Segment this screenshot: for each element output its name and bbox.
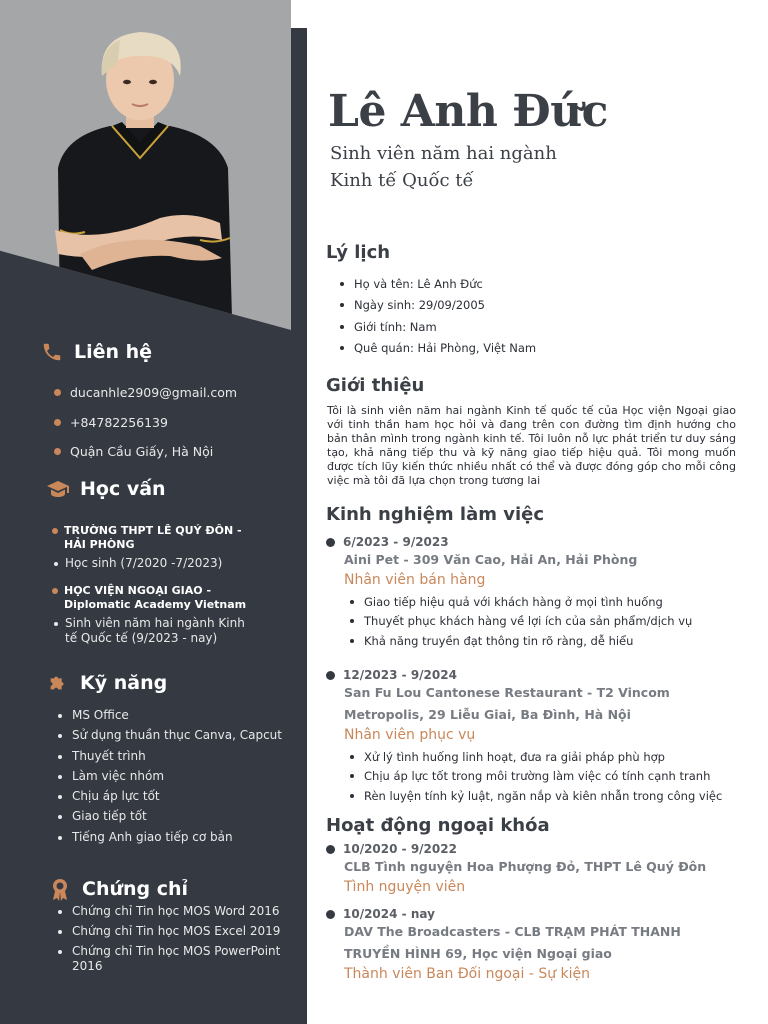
contact-address: Quận Cầu Giấy, Hà Nội — [54, 437, 237, 467]
activity-org: CLB Tình nguyện Hoa Phượng Đỏ, THPT Lê Quý Đôn — [344, 859, 707, 874]
contact-email[interactable]: ducanhle2909@gmail.com — [54, 378, 237, 408]
job-role: Nhân viên phục vụ — [344, 727, 476, 743]
skill-item: MS Office — [58, 708, 282, 728]
timeline-dot — [326, 910, 335, 919]
contact-title: Liên hệ — [74, 341, 153, 363]
job-entry — [326, 668, 746, 806]
sidebar-notch — [291, 0, 307, 28]
school-name: HỌC VIỆN NGOẠI GIAO - — [64, 584, 212, 597]
profile-item: Ngày sinh: 29/09/2005 — [340, 295, 536, 317]
skills-list — [58, 708, 282, 850]
school-detail: Sinh viên năm hai ngành Kinh — [65, 616, 245, 630]
intro-text: Tôi là sinh viên năm hai ngành Kinh tế quốc tế của Học viện Ngoại giao với tinh thần ham học hỏi và đang trên con đường tìm định hướng cho bản thân mình trong ngành kinh tế. Tôi luôn nỗ lực phát triển tư duy sáng tạo, khả năng tiếp thu và kỹ năng giao tiếp hiệu quả. Tôi mong muốn được tích lũy kiến thức nhiều nhất có thể và được đóng góp cho mỗi công việc mà tôi đã lựa chọn trong tương lai — [327, 404, 736, 487]
timeline-dot — [326, 845, 335, 854]
job-duties: Giao tiếp hiệu quả với khách hàng ở mọi tình huống Thuyết phục khách hàng về lợi ích của sản phẩm/dịch vụ Khả năng truyền đạt thông tin rõ ràng, dễ hiểu — [350, 592, 746, 651]
activity-org: DAV The Broadcasters - CLB TRẠM PHÁT THANH TRUYỀN HÌNH 69, Học viện Ngoại giao — [344, 924, 681, 961]
school-detail: Học sinh (7/2020 -7/2023) — [65, 556, 223, 570]
education-title: Học vấn — [80, 478, 166, 500]
education-item: TRƯỜNG THPT LÊ QUÝ ĐÔN - HẢI PHÒNG Học sinh (7/2020 -7/2023) — [52, 524, 292, 571]
intro-heading: Giới thiệu — [326, 375, 425, 396]
contact-list — [54, 378, 237, 467]
puzzle-icon — [46, 671, 70, 695]
job-role: Nhân viên bán hàng — [344, 572, 486, 588]
job-date: 6/2023 - 9/2023 — [343, 535, 449, 549]
graduation-cap-icon — [46, 477, 70, 501]
contact-heading — [40, 340, 152, 364]
certificates-list — [58, 904, 280, 974]
certificates-title: Chứng chỉ — [82, 878, 189, 900]
certificate-item: Chứng chỉ Tin học MOS Excel 2019 — [58, 924, 280, 939]
activities-heading: Hoạt động ngoại khóa — [326, 815, 550, 836]
activity-entry — [326, 842, 746, 896]
skill-item: Làm việc nhóm — [58, 769, 282, 789]
timeline-dot — [326, 538, 335, 547]
activity-date: 10/2020 - 9/2022 — [343, 842, 457, 856]
certificate-item: Chứng chỉ Tin học MOS Word 2016 — [58, 904, 280, 919]
skills-heading — [46, 671, 167, 695]
contact-phone[interactable]: +84782256139 — [54, 408, 237, 438]
profile-item: Họ và tên: Lê Anh Đức — [340, 273, 536, 295]
skills-title: Kỹ năng — [80, 672, 168, 694]
profile-item: Quê quán: Hải Phòng, Việt Nam — [340, 338, 536, 360]
skill-item: Tiếng Anh giao tiếp cơ bản — [58, 830, 282, 850]
job-company: Aini Pet - 309 Văn Cao, Hải An, Hải Phòng — [344, 552, 638, 567]
activity-entry — [326, 907, 746, 983]
job-company: San Fu Lou Cantonese Restaurant - T2 Vincom Metropolis, 29 Liễu Giai, Ba Đình, Hà Nội — [344, 685, 670, 722]
activity-role: Tình nguyện viên — [344, 879, 466, 895]
profile-list — [340, 273, 536, 359]
skill-item: Chịu áp lực tốt — [58, 789, 282, 809]
skill-item: Thuyết trình — [58, 749, 282, 769]
candidate-name: Lê Anh Đức — [328, 86, 608, 137]
job-date: 12/2023 - 9/2024 — [343, 668, 457, 682]
phone-icon — [40, 340, 64, 364]
job-duties: Xử lý tình huống linh hoạt, đưa ra giải pháp phù hợp Chịu áp lực tốt trong môi trường làm việc có tính cạnh tranh Rèn luyện tính kỷ luật, ngăn nắp và kiên nhẫn trong công việc — [350, 747, 746, 806]
profile-item: Giới tính: Nam — [340, 316, 536, 338]
education-heading — [46, 477, 166, 501]
candidate-subtitle: Sinh viên năm hai ngành Kinh tế Quốc tế — [330, 143, 557, 191]
certificates-heading — [48, 877, 188, 901]
skill-item: Giao tiếp tốt — [58, 809, 282, 829]
school-name: TRƯỜNG THPT LÊ QUÝ ĐÔN - — [64, 524, 242, 537]
timeline-dot — [326, 671, 335, 680]
skill-item: Sử dụng thuần thục Canva, Capcut — [58, 728, 282, 748]
job-entry — [326, 535, 746, 651]
profile-heading: Lý lịch — [326, 242, 391, 263]
certificate-item: Chứng chỉ Tin học MOS PowerPoint 2016 — [58, 944, 280, 974]
experience-heading: Kinh nghiệm làm việc — [326, 504, 545, 525]
education-item: HỌC VIỆN NGOẠI GIAO - Diplomatic Academy Vietnam Sinh viên năm hai ngành Kinh tế Quốc tế (9/2023 - nay) — [52, 584, 292, 646]
activity-role: Thành viên Ban Đối ngoại - Sự kiện — [344, 966, 591, 982]
activity-date: 10/2024 - nay — [343, 907, 435, 921]
award-icon — [48, 877, 72, 901]
